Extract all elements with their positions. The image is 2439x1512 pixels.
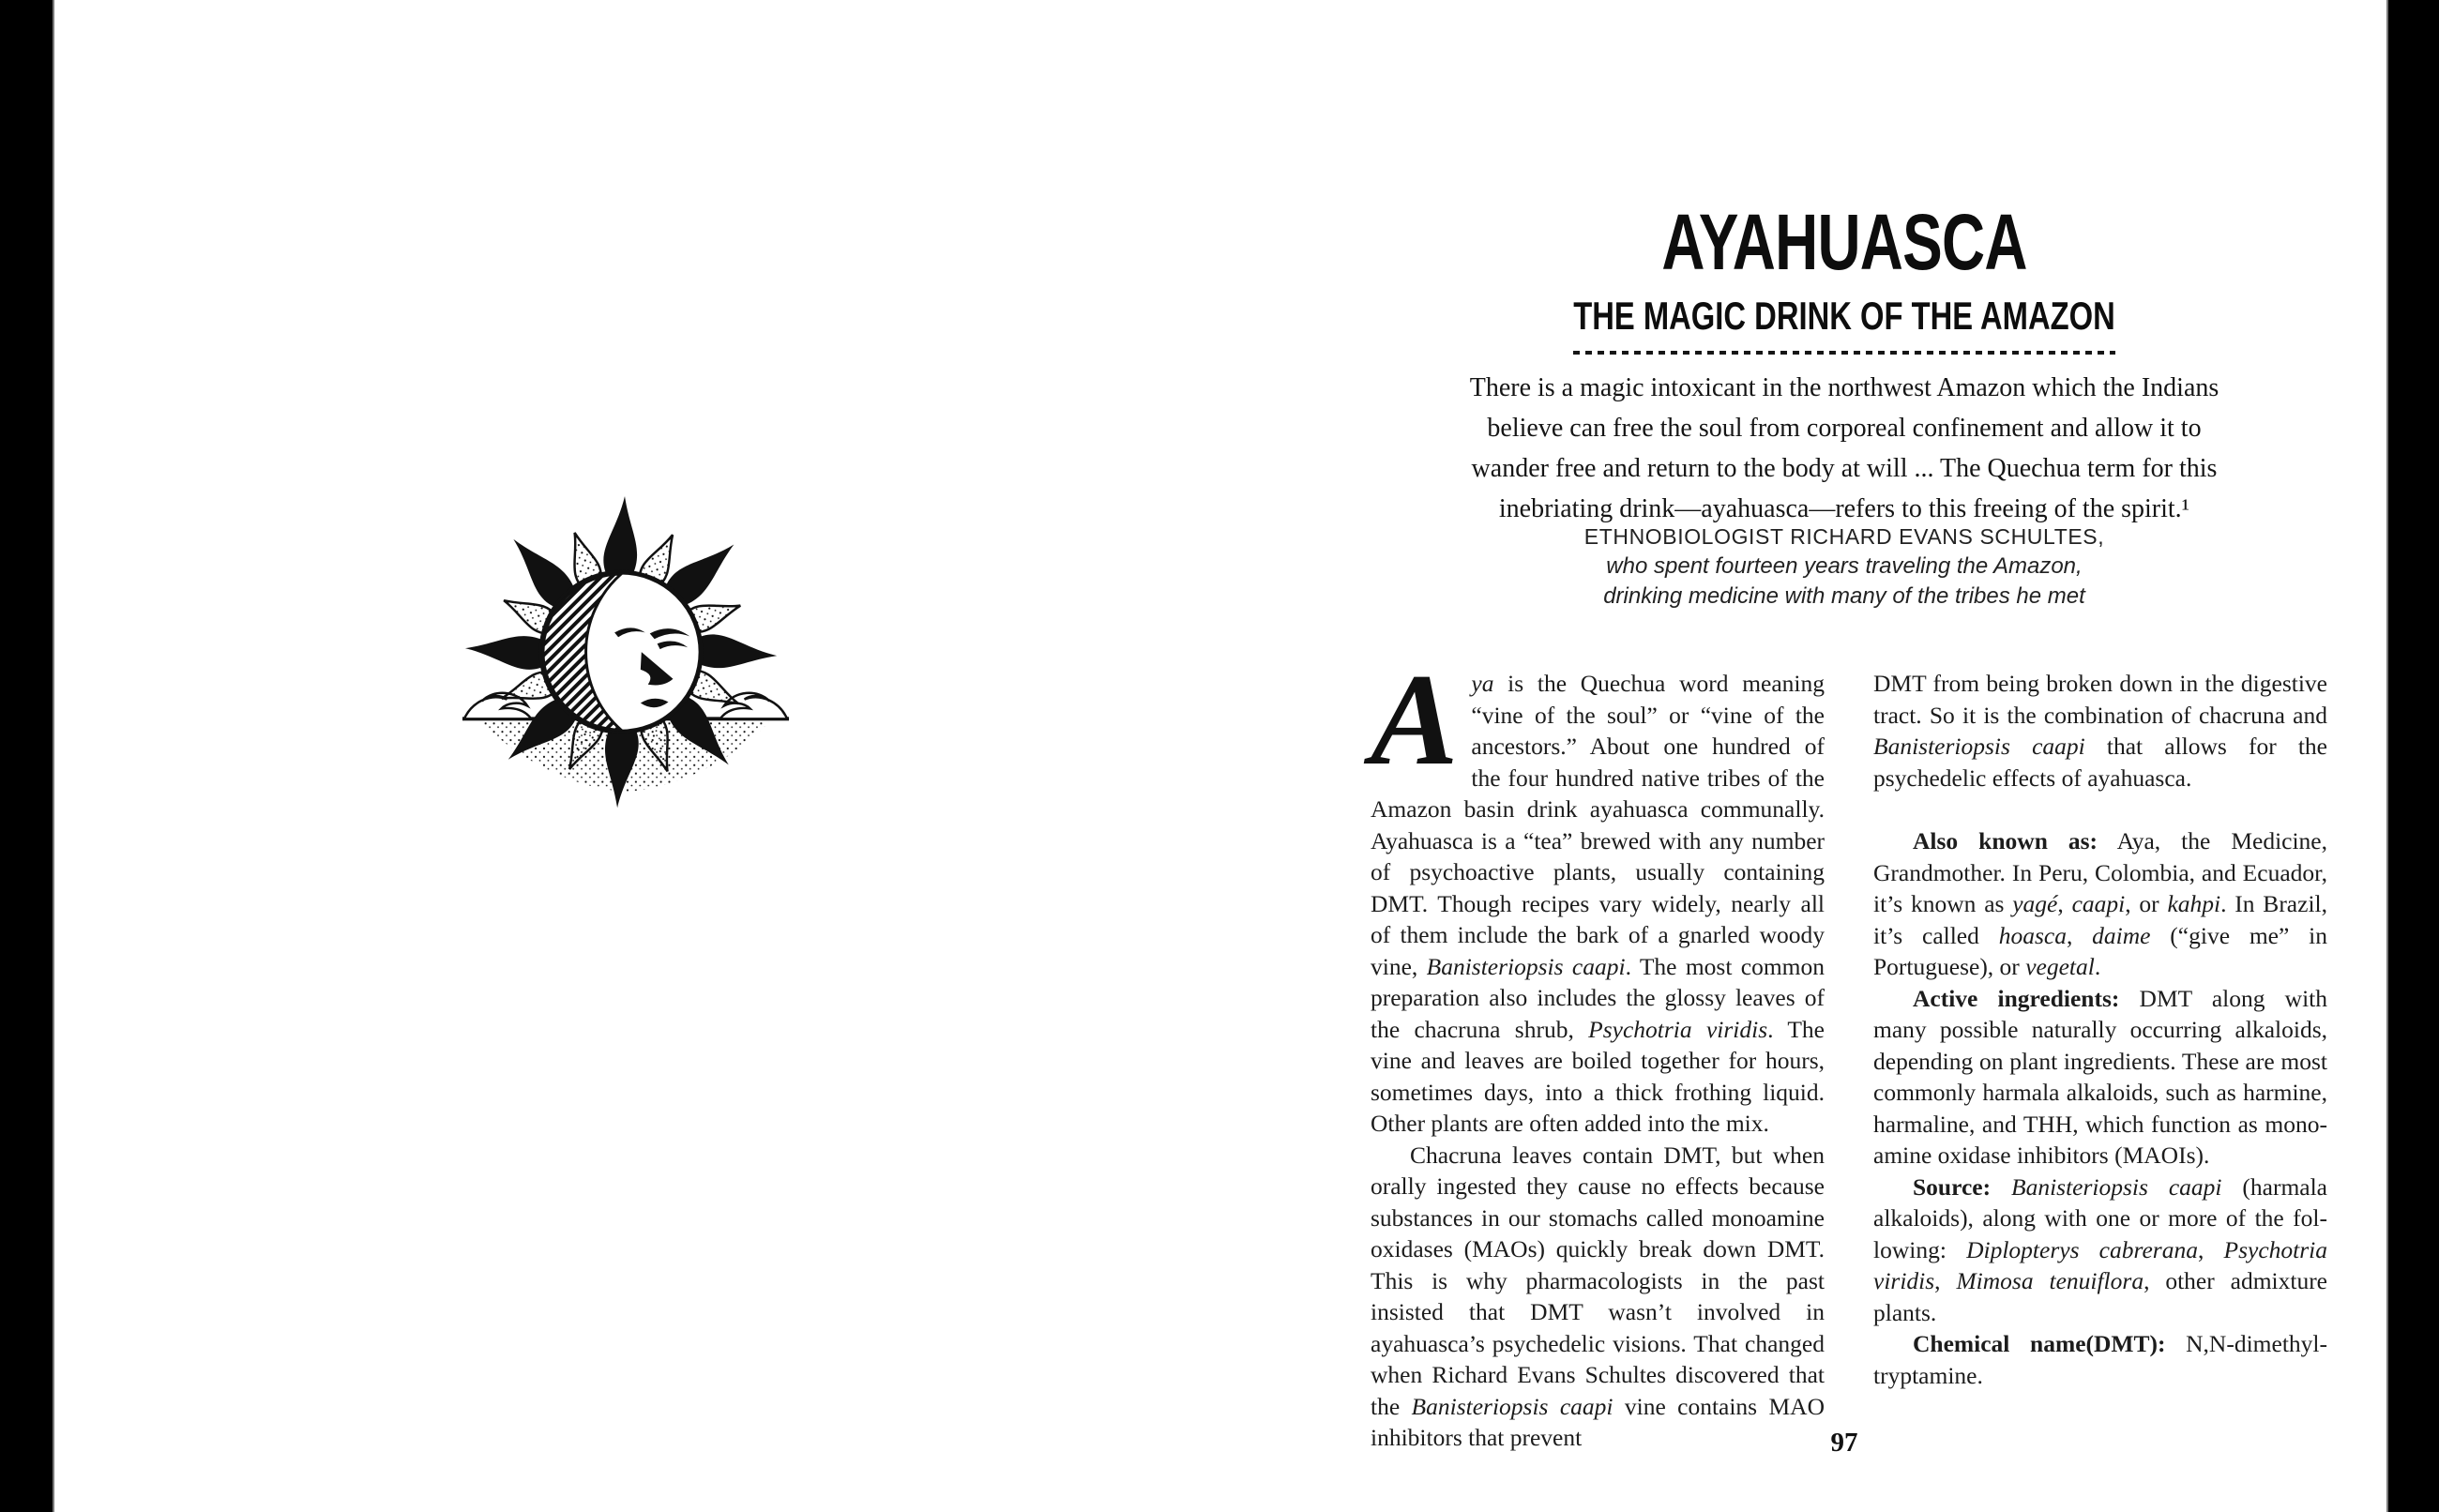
body-column-left bbox=[1371, 647, 1825, 1454]
left-edge-bar bbox=[0, 0, 54, 1512]
body-paragraph: Active ingredients: DMT along with many possible naturally occurring alkaloids, depending on plant ingredients. These are most commonly harmala alkaloids, such as harmine, harmaline, and THH, which function as monoamine oxidase inhibitors (MAOIs). bbox=[1873, 984, 2327, 1169]
attribution-block bbox=[1365, 522, 2324, 612]
quote-line: wander free and return to the body at will ... The Quechua term for this bbox=[1471, 454, 2218, 483]
chapter-title: AYAHUASCA bbox=[1661, 198, 2027, 286]
body-paragraph: Aya is the Quechua word meaning “vine of the soul” or “vine of the ancestors.” About one hundred of the four hundred native tribes of the Amazon basin drink ayahuasca communally. Ayahuasca is a “tea” brewed with any number of psychoactive plants, usually containing DMT. Though recipes vary widely, nearly all of them include the bark of a gnarled woody vine, Banisteriopsis caapi. The most common preparation also includes the glossy leaves of the chacruna shrub, Psychotria viridis. The vine and leaves are boiled together for hours, sometimes days, into a thick frothing liquid. Other plants are often added into the mix. bbox=[1371, 647, 1825, 1137]
body-paragraph: Source: Banisteriopsis caapi (harmala alkaloids), along with one or more of the following: Diplopterys cabrerana, Psychotria viridis, Mimosa tenuiflora, other admixture plants. bbox=[1873, 1172, 2328, 1326]
quote-line: inebriating drink—ayahuasca—refers to this freeing of the spirit.¹ bbox=[1498, 494, 2190, 523]
quote-block bbox=[1365, 368, 2324, 529]
quote-line: believe can free the soul from corporeal confinement and allow it to bbox=[1487, 414, 2202, 443]
attribution-details bbox=[1365, 552, 2324, 612]
dashed-rule bbox=[1573, 351, 2115, 355]
quote-line: There is a magic intoxicant in the northwest Amazon which the Indians bbox=[1469, 373, 2219, 402]
attribution-detail-line: who spent fourteen years traveling the Amazon, bbox=[1606, 553, 2083, 579]
left-page bbox=[54, 0, 1365, 1512]
sun-face-illustration bbox=[459, 496, 793, 830]
body-paragraph: Also known as: Aya, the Medicine, Grandmother. In Peru, Colombia, and Ecuador, it’s known as yagé, caapi, or kahpi. In Brazil, it’s called hoasca, daime (“give me” in Portuguese), or vegetal. bbox=[1873, 827, 2327, 980]
page-number: 97 bbox=[1830, 1428, 1858, 1458]
body-paragraph: Chemical name(DMT): N,N-dimethyltryptamine. bbox=[1873, 1330, 2327, 1389]
drop-cap: A bbox=[1371, 647, 1459, 793]
body-paragraph: DMT from being broken down in the digestive tract. So it is the combination of chacruna and Banisteriopsis caapi that allows for the psychedelic effects of ayahuasca. bbox=[1873, 670, 2327, 792]
attribution-detail-line: drinking medicine with many of the tribes he met bbox=[1603, 583, 2085, 609]
body-column-right bbox=[1873, 668, 2327, 1391]
chapter-subtitle: THE MAGIC DRINK OF THE AMAZON bbox=[1573, 294, 2115, 338]
right-edge-bar bbox=[2386, 0, 2439, 1512]
body-paragraph: Chacruna leaves contain DMT, but when orally ingested they cause no effects because substances in our stomachs called monoamine oxidases (MAOs) quickly break down DMT. This is why pharmacologists in the past insisted that DMT wasn’t involved in ayahuasca’s psychedelic visions. That changed when Richard Evans Schultes discovered that the Banisteriopsis caapi vine contains MAO inhibitors that prevent bbox=[1371, 1141, 1825, 1451]
right-page bbox=[1365, 0, 2328, 1512]
attribution-name: ETHNOBIOLOGIST RICHARD EVANS SCHULTES, bbox=[1583, 524, 2105, 549]
